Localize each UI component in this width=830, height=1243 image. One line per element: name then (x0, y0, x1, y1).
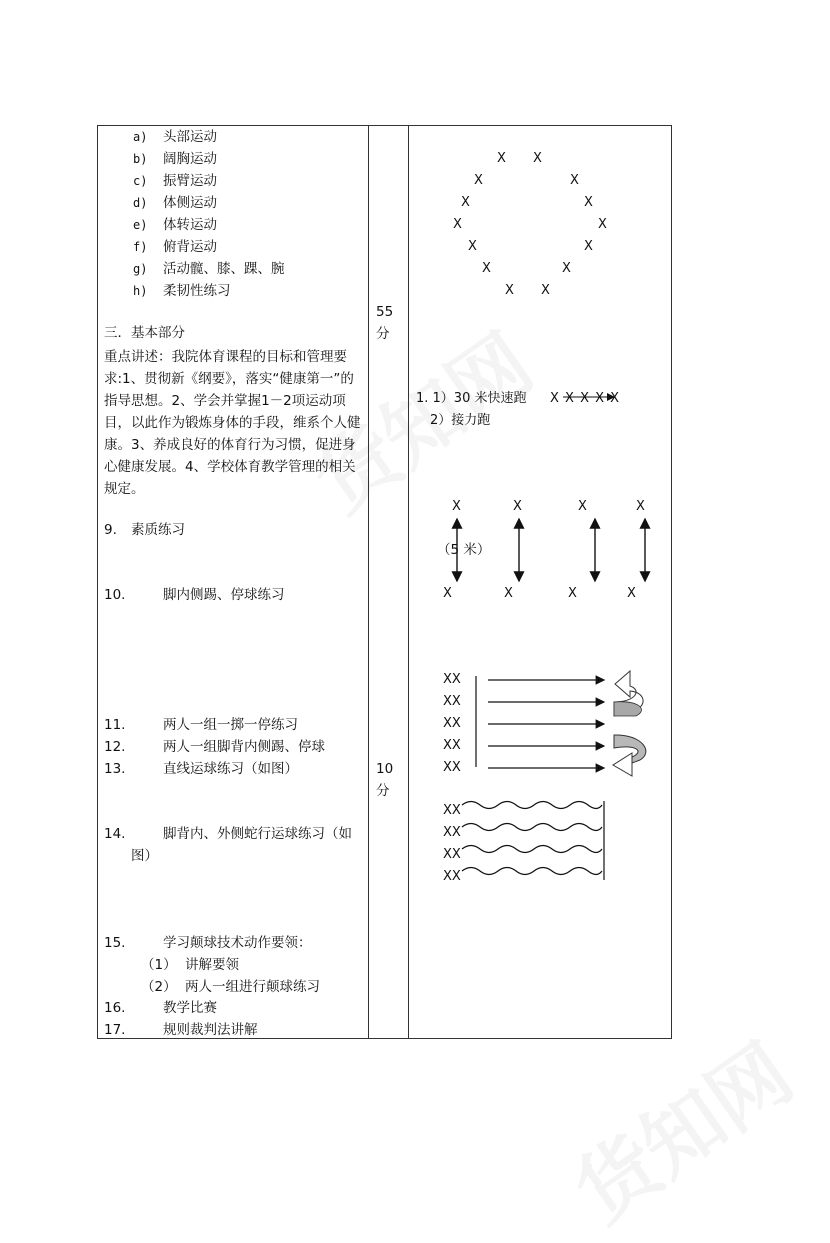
key-points-paragraph: 重点讲述：我院体育课程的目标和管理要求:1、贯彻新《纲要》，落实“健康第一”的指导思想。2、学会并掌握1－2项运动项目，以此作为锻炼身体的手段，维系个人健康。3、养成良好的体育行为习惯，促进身心健康发展。4、学校体育教学管理的相关规定。 (104, 349, 361, 497)
player-marker: X (627, 586, 636, 601)
sub-item: 讲解要领 (185, 957, 239, 973)
player-marker: X (636, 499, 645, 514)
list-item: 体侧运动 (163, 195, 217, 211)
relay-drill-label: 2）接力跑 (430, 413, 491, 428)
distance-label: （5 米） (437, 542, 491, 558)
player-marker: X (453, 217, 462, 232)
group-marker: XX (443, 869, 461, 884)
group-marker: XX (443, 760, 461, 775)
serpentine-path (462, 824, 602, 831)
list-marker: e) (133, 218, 148, 232)
group-marker: XX (443, 738, 461, 753)
player-marker: X (570, 173, 579, 188)
sub-item: 两人一组进行颠球练习 (185, 979, 320, 995)
item-text: 脚背内、外侧蛇行运球练习（如 (163, 826, 352, 842)
player-marker: X (497, 151, 506, 166)
group-marker: XX (443, 847, 461, 862)
player-marker: X (562, 261, 571, 276)
player-marker: X (468, 239, 477, 254)
serpentine-path (462, 802, 602, 809)
list-marker: b) (133, 152, 148, 166)
player-marker: X (452, 499, 461, 514)
item-number: 9. (104, 522, 117, 538)
time-unit: 分 (376, 783, 390, 799)
player-marker: X (504, 586, 513, 601)
list-marker: d) (133, 196, 148, 210)
list-marker: a) (133, 130, 148, 144)
sprint-drill-marks: X X X X X (550, 391, 621, 406)
player-marker: X (578, 499, 587, 514)
item-number: 11. (104, 717, 126, 733)
section-heading: 三．基本部分 (104, 325, 185, 341)
list-item: 振臂运动 (163, 173, 217, 189)
item-text: 规则裁判法讲解 (163, 1022, 258, 1038)
player-marker: X (443, 586, 452, 601)
list-item: 俯背运动 (163, 239, 217, 255)
item-number: 13. (104, 761, 126, 777)
item-text: 直线运球练习（如图） (163, 761, 298, 777)
list-marker: f) (133, 240, 148, 254)
group-marker: XX (443, 716, 461, 731)
player-marker: X (533, 151, 542, 166)
group-marker: XX (443, 694, 461, 709)
player-marker: X (513, 499, 522, 514)
list-marker: c) (133, 174, 148, 188)
player-marker: X (474, 173, 483, 188)
sub-marker: （2） (141, 979, 177, 995)
time-value: 55 (376, 304, 394, 320)
item-number: 14. (104, 826, 126, 842)
player-marker: X (505, 283, 514, 298)
player-marker: X (541, 283, 550, 298)
group-marker: XX (443, 672, 461, 687)
item-number: 12. (104, 739, 126, 755)
list-item: 头部运动 (163, 129, 217, 145)
item-number: 10. (104, 587, 126, 603)
item-number: 15. (104, 935, 126, 951)
item-text: 脚内侧踢、停球练习 (163, 587, 285, 603)
item-text: 两人一组一掷一停练习 (163, 717, 298, 733)
player-marker: X (584, 195, 593, 210)
group-marker: XX (443, 825, 461, 840)
serpentine-path (462, 846, 602, 853)
list-item: 体转运动 (163, 217, 217, 233)
player-marker: X (461, 195, 470, 210)
group-marker: XX (443, 803, 461, 818)
item-number: 16. (104, 1000, 126, 1016)
list-item: 柔韧性练习 (163, 283, 231, 299)
player-marker: X (482, 261, 491, 276)
time-unit: 分 (376, 326, 390, 342)
list-marker: h) (133, 284, 148, 298)
list-item: 活动髋、膝、踝、腕 (163, 261, 285, 277)
item-number: 17. (104, 1022, 126, 1038)
player-marker: X (584, 239, 593, 254)
list-marker: g) (133, 262, 148, 276)
return-arrow (613, 753, 632, 776)
item-text-continued: 图） (131, 848, 158, 864)
list-item: 阔胸运动 (163, 151, 217, 167)
serpentine-path (462, 868, 602, 875)
time-value: 10 (376, 761, 394, 777)
sprint-drill-label: 1. 1）30 米快速跑 (416, 391, 527, 406)
item-text: 两人一组脚背内侧踢、停球 (163, 739, 325, 755)
player-marker: X (598, 217, 607, 232)
item-text: 学习颠球技术动作要领： (163, 935, 312, 951)
item-text: 素质练习 (131, 522, 185, 538)
player-marker: X (568, 586, 577, 601)
item-text: 教学比赛 (163, 1000, 217, 1016)
sub-marker: （1） (141, 957, 177, 973)
